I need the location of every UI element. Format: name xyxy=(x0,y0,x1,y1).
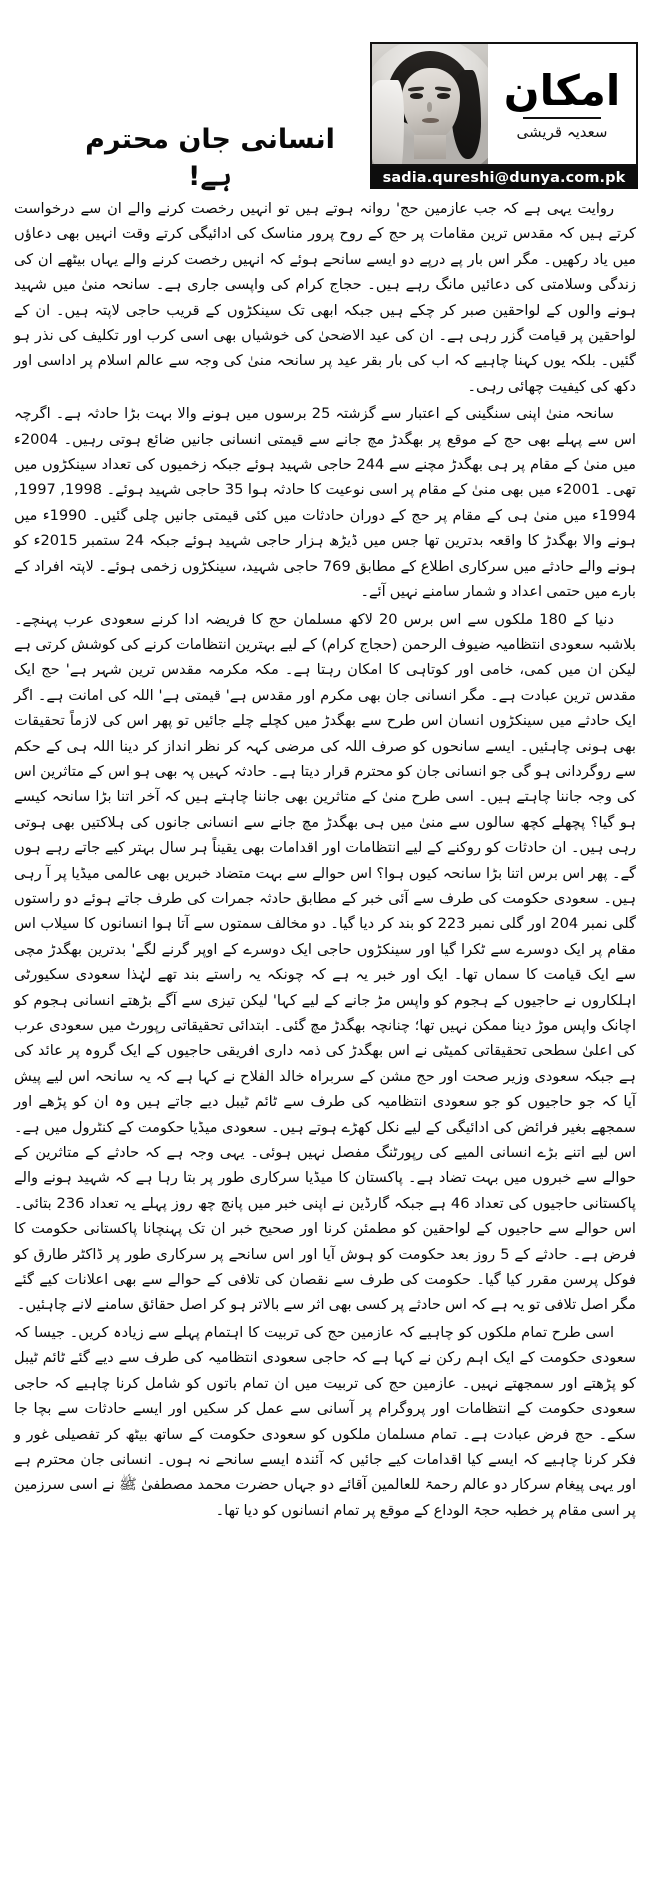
portrait-shawl xyxy=(370,80,404,166)
article-paragraph: دنیا کے 180 ملکوں سے اس برس 20 لاکھ مسلمان حج کا فریضہ ادا کرنے سعودی عرب پہنچے۔ بلاشبہ سعودی انتظامیہ ضیوف الرحمن (حجاج کرام) کے لیے بہترین انتظامات کرنے کی کوشش کرتی ہے لیکن ان میں کمی، خامی اور کوتاہی کا امکان رہتا ہے۔ مکہ مکرمہ مقدس ترین شہر ہے' حج ایک مقدس ترین عبادت ہے۔ مگر انسانی جان بھی مکرم اور مقدس ہے' قیمتی ہے' اللہ کی امانت ہے۔ اگر ایک حادثے میں سینکڑوں انسان اس طرح سے بھگدڑ میں کچلے چلے جائیں تو پھر اس کی لازماً تحقیقات بھی ہونی چاہئیں۔ ایسے سانحوں کو صرف اللہ کی مرضی کہہ کر نظر انداز کر دینا اللہ ہی کے حکم سے روگردانی ہو گی جو انسانی جان کو محترم قرار دیتا ہے۔ حادثہ کہیں پہ بھی ہو اس کے متاثرین اس کی وجہ جاننا چاہتے ہیں۔ اسی طرح منیٰ کے متاثرین بھی جاننا چاہتے ہیں کہ آخر اتنا بڑا سانحہ کیسے ہو گیا؟ پچھلے کچھ سالوں سے منیٰ میں ہی بھگدڑ مچ جانے سے انسانی جانوں کی ہلاکتیں بھی ہوتی رہی ہیں۔ ان حادثات کو روکنے کے لیے انتظامات اور اقدامات بھی یقیناً ہر سال بہتر کیے جاتے رہے ہوں گے۔ پھر اس برس اتنا بڑا سانحہ کیوں ہوا؟ اس حوالے سے بہت متضاد خبریں بھی عالمی میڈیا پر آ رہی ہیں۔ سعودی حکومت کی طرف سے آئی خبر کے مطابق حادثہ جمرات کی طرف جاتے ہوئے دو راستوں گلی نمبر 204 اور گلی نمبر 223 کو بند کر دیا گیا۔ دو مخالف سمتوں سے آتا ہوا انسانوں کا سیلاب اس مقام پر ایک دوسرے سے ٹکرا گیا اور سینکڑوں حاجی ایک دوسرے کے اوپر گرنے لگے' بدترین بھگدڑ مچی سے ایک قیامت کا سماں تھا۔ ایک اور خبر یہ ہے کہ چونکہ یہ راستے بند تھے لہٰذا سعودی سکیورٹی اہلکاروں نے حاجیوں کے ہجوم کو واپس مڑ جانے کے لیے کہا' لیکن تیزی سے آگے بڑھتے انسانی ہجوم کو اچانک واپس موڑ دینا ممکن نہیں تھا؛ چنانچہ بھگدڑ مچ گئی۔ ابتدائی تحقیقاتی رپورٹ میں سعودی عرب کی اعلیٰ سطحی تحقیقاتی کمیٹی نے اس بھگدڑ کی ذمہ داری افریقی حاجیوں کے ایک گروہ پر عائد کی ہے جبکہ سعودی وزیر صحت اور حج مشن کے سربراہ خالد الفلاح نے کہا ہے کہ یہ سانحہ اس لیے پیش آیا کہ جو حاجیوں کو جو سعودی انتظامیہ کی طرف سے ٹائم ٹیبل دیے جاتے ہیں وہ ان کو پڑھے اور سمجھے بغیر فرائض کی ادائیگی کے لیے نکل کھڑے ہوتے ہیں۔ سعودی میڈیا حکومت کے کنٹرول میں ہے۔ اس لیے اتنے بڑے انسانی المیے کی رپورٹنگ مفصل نہیں ہوئی۔ یہی وجہ ہے کہ حادثے کے متاثرین کے حوالے سے خبروں میں بہت تضاد ہے۔ پاکستان کا میڈیا سرکاری طور پر بتا رہا ہے کہ شہید ہونے والے پاکستانی حاجیوں کی تعداد 46 ہے جبکہ گارڈین نے اپنی خبر میں پانچ چھ روز پہلے یہ تعداد 236 بتائی۔ اس حوالے سے حاجیوں کے لواحقین کو مطمئن کرنا اور صحیح خبر ان تک پہنچانا پاکستانی حکومت کا فرض ہے۔ حادثے کے 5 روز بعد حکومت کو ہوش آیا اور اس سانحے پر سرکاری طور پر ڈاکٹر طارق کو فوکل پرسن مقرر کیا گیا۔ حکومت کی طرف سے نقصان کی تلافی کے حوالے سے بھی اعلانات کیے گئے مگر اصل تلافی تو یہ ہے کہ اس حادثے پر کسی بھی اثر سے بالاتر ہو کر اصل حقائق سامنے لانے چاہئیں۔ xyxy=(14,610,636,1314)
article-body xyxy=(14,196,636,1523)
article-paragraph: روایت یہی ہے کہ جب عازمین حج' روانہ ہوتے ہیں تو انہیں رخصت کرنے والے ان سے درخواست کرتے ہیں کہ مقدس ترین مقامات پر حج کے روح پرور مناسک کی ادائیگی کرتے وقت انہیں بھی دعاؤں میں یاد رکھیں۔ مگر اس بار پے درپے دو ایسے سانحے ہوئے کہ انہیں رخصت کرنے والے یہاں بیٹھے ان کی زندگی وسلامتی کی دعائیں مانگ رہے ہیں۔ حجاج کرام کی واپسی جاری ہے۔ سانحہ منیٰ میں شہید ہونے والوں کے لواحقین صبر کر چکے ہیں جبکہ ابھی تک سینکڑوں کے قریب حاجی لاپتہ ہیں۔ ان کے لواحقین پر قیامت گزر رہی ہے۔ ان کی عید الاضحیٰ کی خوشیاں بھی اسی کرب اور تکلیف کی نذر ہو گئیں۔ بلکہ یوں کہنا چاہیے کہ اب کی بار بقر عید پر سانحہ منیٰ کی وجہ سے عالم اسلام پر اداسی اور دکھ کی کیفیت چھائی رہی۔ xyxy=(14,200,636,395)
page-title: انسانی جان محترم ہے! xyxy=(85,124,335,192)
author-portrait xyxy=(370,42,488,166)
masthead xyxy=(0,0,650,192)
column-brand-block xyxy=(370,42,638,166)
column-name-frame xyxy=(488,42,638,166)
portrait-eye-left xyxy=(410,93,423,98)
article-paragraph: سانحہ منیٰ اپنی سنگینی کے اعتبار سے گزشتہ 25 برسوں میں ہونے والا بہت بڑا حادثہ ہے۔ اگرچہ اس سے پہلے بھی حج کے موقع پر بھگدڑ مچ جانے سے قیمتی انسانی جانیں ضائع ہوتی رہیں۔ 2004ء میں منیٰ کے مقام پر ہی بھگدڑ مچنے سے 244 حاجی شہید ہوئے جبکہ زخمیوں کی تعداد سینکڑوں میں تھی۔ 2001ء میں بھی منیٰ کے مقام پر اسی نوعیت کا حادثہ ہوا 35 حاجی شہید ہوئے۔ 1998, 1997, 1994ء میں منیٰ ہی کے مقام پر حج کے دوران حادثات میں کئی قیمتی جانیں چلی گئیں۔ 1990ء میں ہونے والا بھگدڑ کا واقعہ بدترین تھا جس میں ڈیڑھ ہزار حاجی شہید ہوئے جبکہ 24 ستمبر 2015ء کو ہونے والے حادثے میں سرکاری اطلاع کے مطابق 769 حاجی شہید، سینکڑوں زخمی ہوئے۔ لاپتہ افراد کے بارے میں حتمی اعداد و شمار سامنے نہیں آئے۔ xyxy=(14,405,636,601)
author-name: سعدیہ قریشی xyxy=(516,122,608,141)
author-email[interactable]: sadia.qureshi@dunya.com.pk xyxy=(370,166,638,189)
article-paragraph: اسی طرح تمام ملکوں کو چاہیے کہ عازمین حج کی تربیت کا اہتمام پہلے سے زیادہ کریں۔ جیسا کہ سعودی حکومت کے ایک اہم رکن نے کہا ہے کہ حاجی سعودی انتظامیہ کی طرف سے دیے گئے ٹائم ٹیبل کو پڑھتے اور سمجھتے نہیں۔ عازمین حج کی تربیت میں ان تمام باتوں کو شامل کرنا چاہیے کہ حاجی سعودی حکومت کے انتظامات اور پروگرام پر آسانی سے عمل کر سکیں اور ایسے حادثات سے بچا جا سکے۔ حج فرض عبادت ہے۔ تمام مسلمان ملکوں کو سعودی حکومت کے ساتھ بیٹھ کر تفصیلی غور و فکر کرنا چاہیے کہ ایسے کیا اقدامات کیے جائیں کہ آئندہ ایسے سانحے نہ ہوں۔ انسانی جان محترم ہے اور یہی پیغام سرکار دو عالم رحمۃ للعالمین آقائے دو جہاں حضرت محمد مصطفیٰ ﷺ نے اسی سرزمین پر اسی مقام پر خطبہ حجۃ الوداع کے موقع پر تمام انسانوں کو دیا تھا۔ xyxy=(14,1323,636,1519)
portrait-eye-right xyxy=(437,93,450,98)
column-name: امکان xyxy=(503,65,621,115)
brand-divider xyxy=(523,117,601,119)
portrait-neck xyxy=(414,135,446,159)
